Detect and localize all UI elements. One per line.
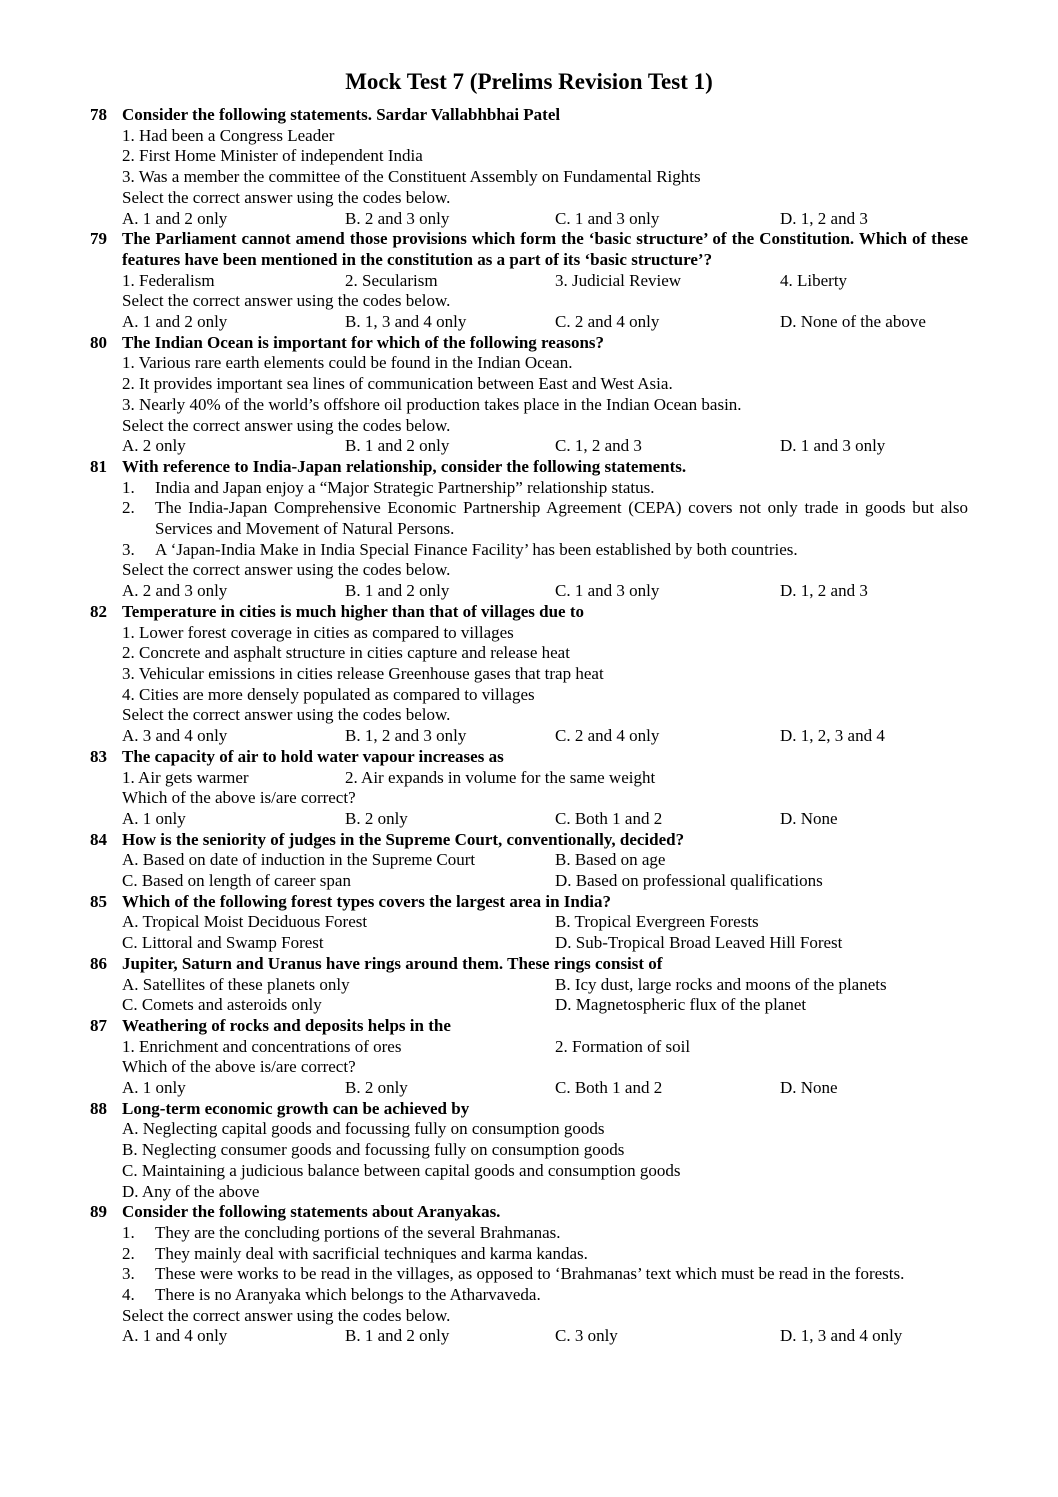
item-text: They mainly deal with sacrificial techniques and karma kandas. bbox=[155, 1243, 588, 1263]
option-cell: B. Icy dust, large rocks and moons of the planets bbox=[555, 974, 887, 994]
option-cell: B. 2 only bbox=[345, 808, 408, 828]
question-number: 80 bbox=[90, 332, 107, 352]
question-body bbox=[122, 457, 968, 602]
numbered-item bbox=[122, 478, 968, 499]
question-body bbox=[122, 602, 968, 747]
statement-line: Select the correct answer using the codes below. bbox=[122, 415, 451, 435]
option-cell: B. 2 and 3 only bbox=[345, 208, 450, 228]
questions bbox=[90, 105, 968, 1347]
option-cell: B. Tropical Evergreen Forests bbox=[555, 912, 759, 932]
question bbox=[90, 333, 968, 457]
option-cell: D. 1, 2, 3 and 4 bbox=[780, 726, 885, 746]
question-number: 83 bbox=[90, 746, 107, 766]
columns-row bbox=[122, 933, 968, 954]
statement-line: 2. It provides important sea lines of communication between East and West Asia. bbox=[122, 374, 673, 394]
option-cell: A. Based on date of induction in the Supreme Court bbox=[122, 850, 476, 870]
question bbox=[90, 1016, 968, 1099]
question bbox=[90, 892, 968, 954]
option-cell: D. None of the above bbox=[780, 312, 926, 332]
numbered-item bbox=[122, 1285, 968, 1306]
columns-row bbox=[122, 726, 968, 747]
statement-line: Which of the above is/are correct? bbox=[122, 1057, 356, 1077]
option-cell: C. Comets and asteroids only bbox=[122, 995, 322, 1015]
question-stem: Temperature in cities is much higher than that of villages due to bbox=[122, 601, 584, 621]
numbered-item bbox=[122, 540, 968, 561]
option-cell: 1. Air gets warmer bbox=[122, 767, 249, 787]
statement-line: B. Neglecting consumer goods and focussing fully on consumption goods bbox=[122, 1140, 625, 1160]
columns-row bbox=[122, 436, 968, 457]
question-stem: How is the seniority of judges in the Supreme Court, conventionally, decided? bbox=[122, 829, 685, 849]
columns-row bbox=[122, 995, 968, 1016]
question-number: 81 bbox=[90, 456, 107, 476]
columns-row bbox=[122, 1037, 968, 1058]
statement-line: Which of the above is/are correct? bbox=[122, 788, 356, 808]
option-cell: 3. Judicial Review bbox=[555, 270, 682, 290]
question bbox=[90, 954, 968, 1016]
question bbox=[90, 747, 968, 830]
question-stem: Which of the following forest types covers the largest area in India? bbox=[122, 891, 612, 911]
statement-line: 4. Cities are more densely populated as compared to villages bbox=[122, 684, 535, 704]
item-text: These were works to be read in the villages, as opposed to ‘Brahmanas’ text which must be read in the forests. bbox=[155, 1264, 905, 1284]
question-stem: Consider the following statements. Sardar Vallabhbhai Patel bbox=[122, 105, 561, 124]
question-stem: Weathering of rocks and deposits helps in the bbox=[122, 1015, 451, 1035]
statement-line: 3. Was a member the committee of the Constituent Assembly on Fundamental Rights bbox=[122, 167, 701, 187]
statement-line: Select the correct answer using the codes below. bbox=[122, 291, 451, 311]
statement-line: 3. Nearly 40% of the world’s offshore oil production takes place in the Indian Ocean basin. bbox=[122, 394, 742, 414]
option-cell: D. 1, 3 and 4 only bbox=[780, 1326, 903, 1346]
columns-row bbox=[122, 1078, 968, 1099]
question bbox=[90, 1202, 968, 1347]
item-number: 4. bbox=[122, 1285, 135, 1305]
option-cell: C. 2 and 4 only bbox=[555, 312, 660, 332]
question-number: 88 bbox=[90, 1098, 107, 1118]
statement-line: Select the correct answer using the codes below. bbox=[122, 705, 451, 725]
question-body bbox=[122, 830, 968, 892]
question-number: 82 bbox=[90, 601, 107, 621]
option-cell: C. 1, 2 and 3 bbox=[555, 436, 642, 456]
question-body bbox=[122, 1202, 968, 1347]
option-cell: A. 1 only bbox=[122, 808, 186, 828]
columns-row bbox=[122, 768, 968, 789]
option-cell: C. Littoral and Swamp Forest bbox=[122, 933, 324, 953]
option-cell: B. 1 and 2 only bbox=[345, 581, 450, 601]
statement-line: 1. Lower forest coverage in cities as compared to villages bbox=[122, 622, 514, 642]
option-cell: D. 1, 2 and 3 bbox=[780, 208, 868, 228]
option-cell: D. None bbox=[780, 808, 838, 828]
question-number: 78 bbox=[90, 105, 107, 124]
columns-row bbox=[122, 1326, 968, 1347]
question-body bbox=[122, 747, 968, 830]
option-cell: D. Sub-Tropical Broad Leaved Hill Forest bbox=[555, 933, 843, 953]
option-cell: A. 1 and 2 only bbox=[122, 312, 228, 332]
option-cell: B. 1, 2 and 3 only bbox=[345, 726, 467, 746]
option-cell: A. 2 only bbox=[122, 436, 186, 456]
option-cell: C. Both 1 and 2 bbox=[555, 1078, 663, 1098]
numbered-item bbox=[122, 498, 968, 539]
statement-line: Select the correct answer using the codes below. bbox=[122, 187, 451, 207]
option-cell: A. Satellites of these planets only bbox=[122, 974, 350, 994]
question-number: 79 bbox=[90, 229, 107, 249]
item-number: 1. bbox=[122, 1222, 135, 1242]
option-cell: C. Both 1 and 2 bbox=[555, 808, 663, 828]
question bbox=[90, 105, 968, 229]
numbered-item bbox=[122, 1264, 968, 1285]
columns-row bbox=[122, 809, 968, 830]
question bbox=[90, 457, 968, 602]
question-number: 89 bbox=[90, 1202, 107, 1222]
question-stem: With reference to India-Japan relationship, consider the following statements. bbox=[122, 456, 687, 476]
item-text: A ‘Japan-India Make in India Special Finance Facility’ has been established by both countries. bbox=[155, 539, 798, 559]
option-cell: A. Tropical Moist Deciduous Forest bbox=[122, 912, 368, 932]
numbered-item bbox=[122, 1244, 968, 1265]
question-stem: The Indian Ocean is important for which of the following reasons? bbox=[122, 332, 605, 352]
option-cell: C. 1 and 3 only bbox=[555, 581, 660, 601]
question-number: 87 bbox=[90, 1015, 107, 1035]
option-cell: C. 1 and 3 only bbox=[555, 208, 660, 228]
item-text: The India-Japan Comprehensive Economic Partnership Agreement (CEPA) covers not only trade in goods but also Services and Movement of Natural Persons. bbox=[155, 498, 968, 539]
statement-line: 1. Various rare earth elements could be found in the Indian Ocean. bbox=[122, 353, 573, 373]
option-cell: 1. Enrichment and concentrations of ores bbox=[122, 1036, 402, 1056]
option-cell: D. Based on professional qualifications bbox=[555, 871, 823, 891]
columns-row bbox=[122, 271, 968, 292]
option-cell: C. 3 only bbox=[555, 1326, 618, 1346]
option-cell: 1. Federalism bbox=[122, 270, 215, 290]
columns-row bbox=[122, 581, 968, 602]
option-cell: A. 1 and 2 only bbox=[122, 208, 228, 228]
option-cell: A. 3 and 4 only bbox=[122, 726, 228, 746]
question-body bbox=[122, 1099, 968, 1203]
item-number: 2. bbox=[122, 1243, 135, 1263]
statement-line: Select the correct answer using the codes below. bbox=[122, 560, 451, 580]
item-number: 1. bbox=[122, 477, 135, 497]
option-cell: B. 1, 3 and 4 only bbox=[345, 312, 467, 332]
option-cell: D. 1 and 3 only bbox=[780, 436, 886, 456]
question-body bbox=[122, 892, 968, 954]
page-title: Mock Test 7 (Prelims Revision Test 1) bbox=[345, 69, 713, 94]
item-text: There is no Aranyaka which belongs to the Atharvaveda. bbox=[155, 1285, 541, 1305]
question-body bbox=[122, 1016, 968, 1099]
option-cell: 2. Air expands in volume for the same weight bbox=[345, 767, 656, 787]
columns-row bbox=[122, 312, 968, 333]
question-body bbox=[122, 333, 968, 457]
question bbox=[90, 1099, 968, 1203]
option-cell: C. 2 and 4 only bbox=[555, 726, 660, 746]
question-body bbox=[122, 954, 968, 1016]
question-body bbox=[122, 105, 968, 229]
option-cell: D. None bbox=[780, 1078, 838, 1098]
question-stem: Consider the following statements about Aranyakas. bbox=[122, 1202, 501, 1222]
columns-row bbox=[122, 850, 968, 871]
question-number: 86 bbox=[90, 953, 107, 973]
question-body bbox=[122, 229, 968, 333]
question-stem: Long-term economic growth can be achieved by bbox=[122, 1098, 470, 1118]
question-stem: The Parliament cannot amend those provisions which form the ‘basic structure’ of the Constitution. Which of these features have been mentioned in the constitution as a part of its ‘basic structure’? bbox=[122, 229, 968, 269]
columns-row bbox=[122, 871, 968, 892]
statement-line: 2. Concrete and asphalt structure in cities capture and release heat bbox=[122, 643, 570, 663]
option-cell: B. 1 and 2 only bbox=[345, 436, 450, 456]
option-cell: B. 1 and 2 only bbox=[345, 1326, 450, 1346]
columns-row bbox=[122, 912, 968, 933]
question-stem: Jupiter, Saturn and Uranus have rings around them. These rings consist of bbox=[122, 953, 663, 973]
item-text: They are the concluding portions of the several Brahmanas. bbox=[155, 1222, 561, 1242]
question bbox=[90, 602, 968, 747]
option-cell: A. 2 and 3 only bbox=[122, 581, 228, 601]
statement-line: C. Maintaining a judicious balance between capital goods and consumption goods bbox=[122, 1160, 681, 1180]
columns-row bbox=[122, 209, 968, 230]
statement-line: 2. First Home Minister of independent India bbox=[122, 146, 423, 166]
question-number: 84 bbox=[90, 829, 107, 849]
option-cell: B. 2 only bbox=[345, 1078, 408, 1098]
item-number: 2. bbox=[122, 498, 135, 518]
question bbox=[90, 830, 968, 892]
item-number: 3. bbox=[122, 539, 135, 559]
option-cell: 2. Formation of soil bbox=[555, 1036, 691, 1056]
item-text: India and Japan enjoy a “Major Strategic Partnership” relationship status. bbox=[155, 477, 655, 497]
item-number: 3. bbox=[122, 1264, 135, 1284]
option-cell: 4. Liberty bbox=[780, 270, 848, 290]
option-cell: A. 1 only bbox=[122, 1078, 186, 1098]
columns-row bbox=[122, 975, 968, 996]
question bbox=[90, 229, 968, 333]
statement-line: Select the correct answer using the codes below. bbox=[122, 1305, 451, 1325]
option-cell: C. Based on length of career span bbox=[122, 871, 351, 891]
question-number: 85 bbox=[90, 891, 107, 911]
statement-line: D. Any of the above bbox=[122, 1181, 260, 1201]
option-cell: B. Based on age bbox=[555, 850, 666, 870]
statement-line: A. Neglecting capital goods and focussing fully on consumption goods bbox=[122, 1119, 605, 1139]
option-cell: D. Magnetospheric flux of the planet bbox=[555, 995, 807, 1015]
option-cell: D. 1, 2 and 3 bbox=[780, 581, 868, 601]
option-cell: 2. Secularism bbox=[345, 270, 438, 290]
numbered-item bbox=[122, 1223, 968, 1244]
option-cell: A. 1 and 4 only bbox=[122, 1326, 228, 1346]
statement-line: 3. Vehicular emissions in cities release Greenhouse gases that trap heat bbox=[122, 663, 604, 683]
question-stem: The capacity of air to hold water vapour increases as bbox=[122, 746, 504, 766]
statement-line: 1. Had been a Congress Leader bbox=[122, 125, 335, 145]
